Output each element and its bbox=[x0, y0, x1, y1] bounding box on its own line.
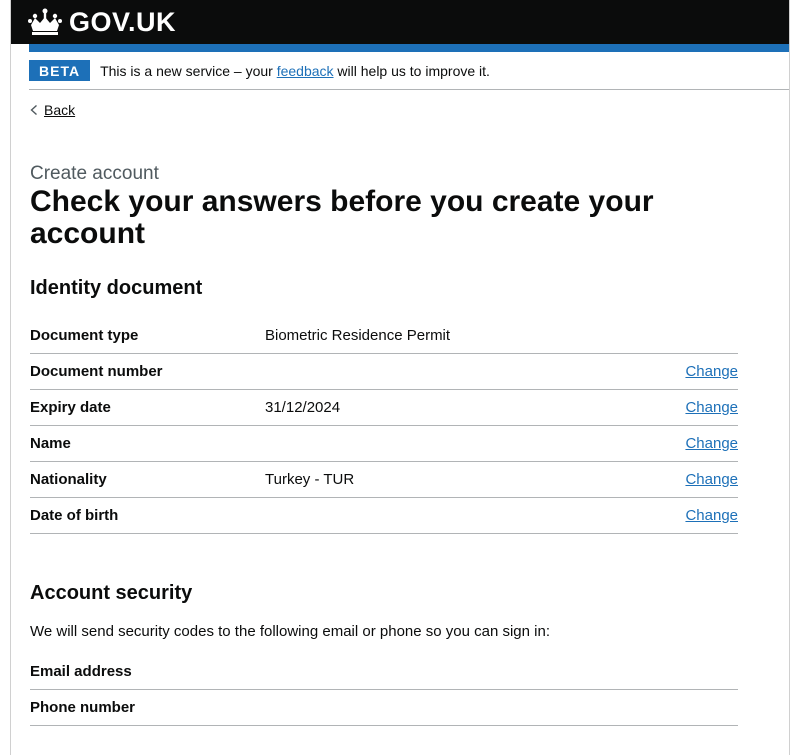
summary-value: Biometric Residence Permit bbox=[265, 327, 451, 344]
change-nationality-link[interactable]: Change bbox=[685, 471, 738, 488]
summary-row-document-number bbox=[30, 354, 738, 390]
change-date-of-birth-link[interactable]: Change bbox=[685, 507, 738, 524]
identity-heading: Identity document bbox=[30, 277, 203, 299]
header-blue-bar bbox=[29, 44, 789, 52]
govuk-logo-link[interactable] bbox=[27, 7, 176, 38]
page-title: Check your answers before you create your account bbox=[30, 185, 654, 250]
phase-banner bbox=[29, 52, 789, 90]
summary-key: Document number bbox=[30, 363, 163, 380]
summary-key: Date of birth bbox=[30, 507, 119, 524]
summary-row-date-of-birth bbox=[30, 498, 738, 534]
security-intro: We will send security codes to the following email or phone so you can sign in: bbox=[30, 623, 550, 640]
main-content bbox=[30, 90, 738, 726]
summary-row-phone bbox=[30, 690, 738, 726]
phase-text-before: This is a new service – your bbox=[100, 62, 277, 79]
page-frame bbox=[10, 0, 790, 755]
chevron-left-icon bbox=[30, 105, 38, 115]
summary-row-name bbox=[30, 426, 738, 462]
change-name-link[interactable]: Change bbox=[685, 435, 738, 452]
summary-row-nationality bbox=[30, 462, 738, 498]
summary-key: Nationality bbox=[30, 471, 107, 488]
summary-key: Email address bbox=[30, 663, 132, 680]
summary-row-document-type bbox=[30, 318, 738, 354]
page-caption: Create account bbox=[30, 163, 159, 184]
beta-tag: BETA bbox=[29, 60, 90, 81]
summary-value: 31/12/2024 bbox=[265, 399, 341, 416]
summary-value: Turkey - TUR bbox=[265, 471, 355, 488]
phase-text-after: will help us to improve it. bbox=[333, 62, 490, 79]
change-expiry-date-link[interactable]: Change bbox=[685, 399, 738, 416]
back-link-label: Back bbox=[44, 102, 76, 118]
identity-summary-list bbox=[30, 318, 738, 534]
logo-text: GOV.UK bbox=[69, 6, 177, 37]
govuk-header bbox=[11, 0, 789, 44]
crown-icon bbox=[27, 7, 63, 37]
summary-row-expiry-date bbox=[30, 390, 738, 426]
feedback-link[interactable]: feedback bbox=[276, 62, 334, 79]
summary-key: Document type bbox=[30, 327, 139, 344]
summary-key: Expiry date bbox=[30, 399, 111, 416]
security-summary-list bbox=[30, 654, 738, 726]
summary-row-email bbox=[30, 654, 738, 690]
summary-key: Phone number bbox=[30, 699, 136, 716]
security-heading: Account security bbox=[30, 582, 193, 604]
summary-key: Name bbox=[30, 435, 71, 452]
back-link[interactable] bbox=[30, 102, 75, 118]
change-document-number-link[interactable]: Change bbox=[685, 363, 738, 380]
